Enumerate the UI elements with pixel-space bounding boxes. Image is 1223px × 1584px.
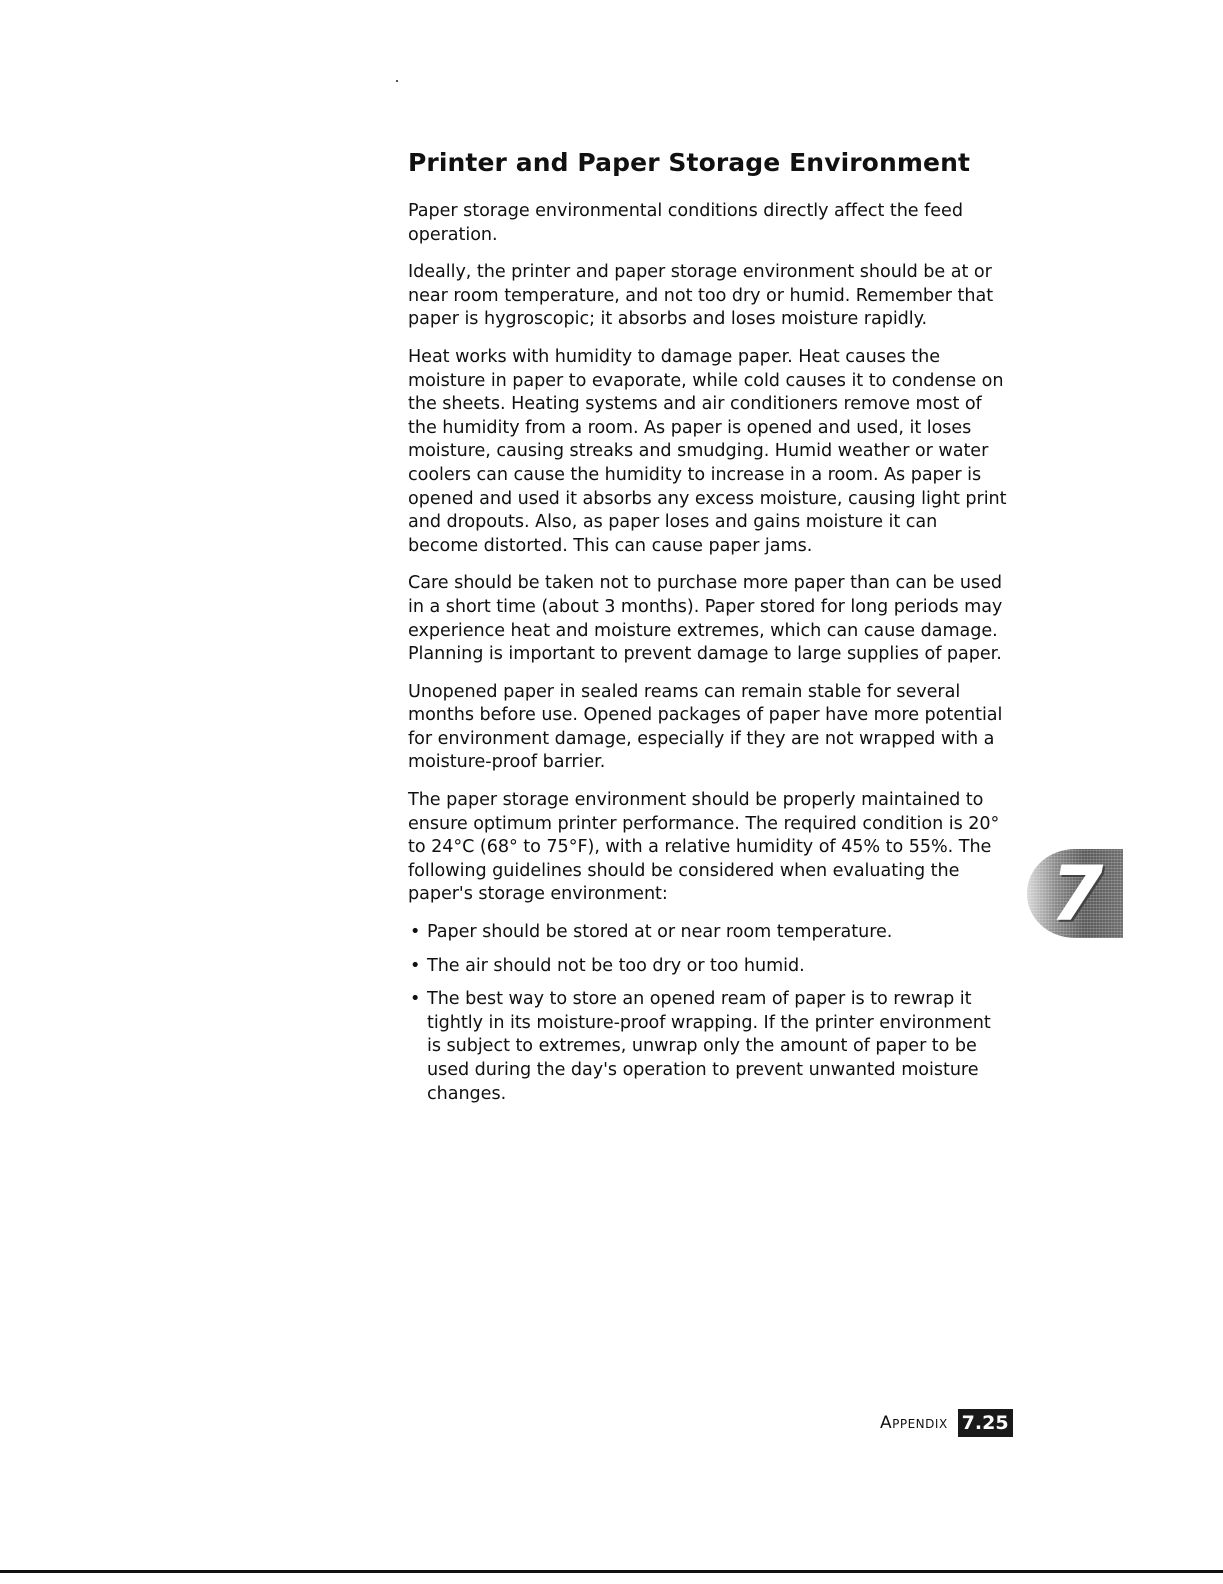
list-item-text: Paper should be stored at or near room temperature. [427,922,893,943]
guidelines-list [408,921,1008,1106]
chapter-number: 7 [1050,849,1104,938]
main-content [408,146,1008,1116]
bullet-icon: • [410,955,421,976]
paragraph-intro: Paper storage environmental conditions directly affect the feed operation. [408,201,963,245]
scan-speck [396,80,398,82]
paragraph-ideal-environment: Ideally, the printer and paper storage environment should be at or near room temperature, and not too dry or humid. Remember that paper is hygroscopic; it absorbs and loses moisture rapidly. [408,262,994,330]
footer-section-label: Appendix [880,1413,948,1433]
page-footer [880,1408,1013,1438]
paragraph-heat-humidity: Heat works with humidity to damage paper. Heat causes the moisture in paper to evaporate, while cold causes it to condense on the sheets. Heating systems and air conditioners remove most of the humidity from a room. As paper is opened and used, it loses moisture, causing streaks and smudging. Humid weather or water coolers can cause the humidity to increase in a room. As paper is opened and used it absorbs any excess moisture, causing light print and dropouts. Also, as paper loses and gains moisture it can become distorted. This can cause paper jams. [408,346,1007,556]
list-item [408,955,1008,979]
bullet-icon: • [410,989,421,1010]
section-title: Printer and Paper Storage Environment [408,148,971,177]
chapter-tab [1027,849,1123,938]
paragraph-sealed-reams: Unopened paper in sealed reams can remain stable for several months before use. Opened packages of paper have more potential for environment damage, especially if they are not wrapped with a moisture-proof barrier. [408,681,1003,773]
paragraph-purchase-planning: Care should be taken not to purchase more paper than can be used in a short time (about 3 months). Paper stored for long periods may experience heat and moisture extremes, which can cause damage. Planning is important to prevent damage to large supplies of paper. [408,573,1003,665]
list-item-text: The air should not be too dry or too humid. [427,955,805,976]
list-item-text: The best way to store an opened ream of paper is to rewrap it tightly in its moisture-proof wrapping. If the printer environment is subject to extremes, unwrap only the amount of paper to be used during the day's operation to prevent unwanted moisture changes. [427,989,991,1104]
page-number-badge: 7.25 [958,1409,1013,1437]
bullet-icon: • [410,922,421,943]
list-item [408,988,1008,1106]
paragraph-required-condition: The paper storage environment should be properly maintained to ensure optimum printer performance. The required condition is 20° to 24°C (68° to 75°F), with a relative humidity of 45% to 55%. The following guidelines should be considered when evaluating the paper's storage environment: [408,790,1000,905]
scan-edge-line [0,1570,1223,1573]
list-item [408,921,1008,945]
